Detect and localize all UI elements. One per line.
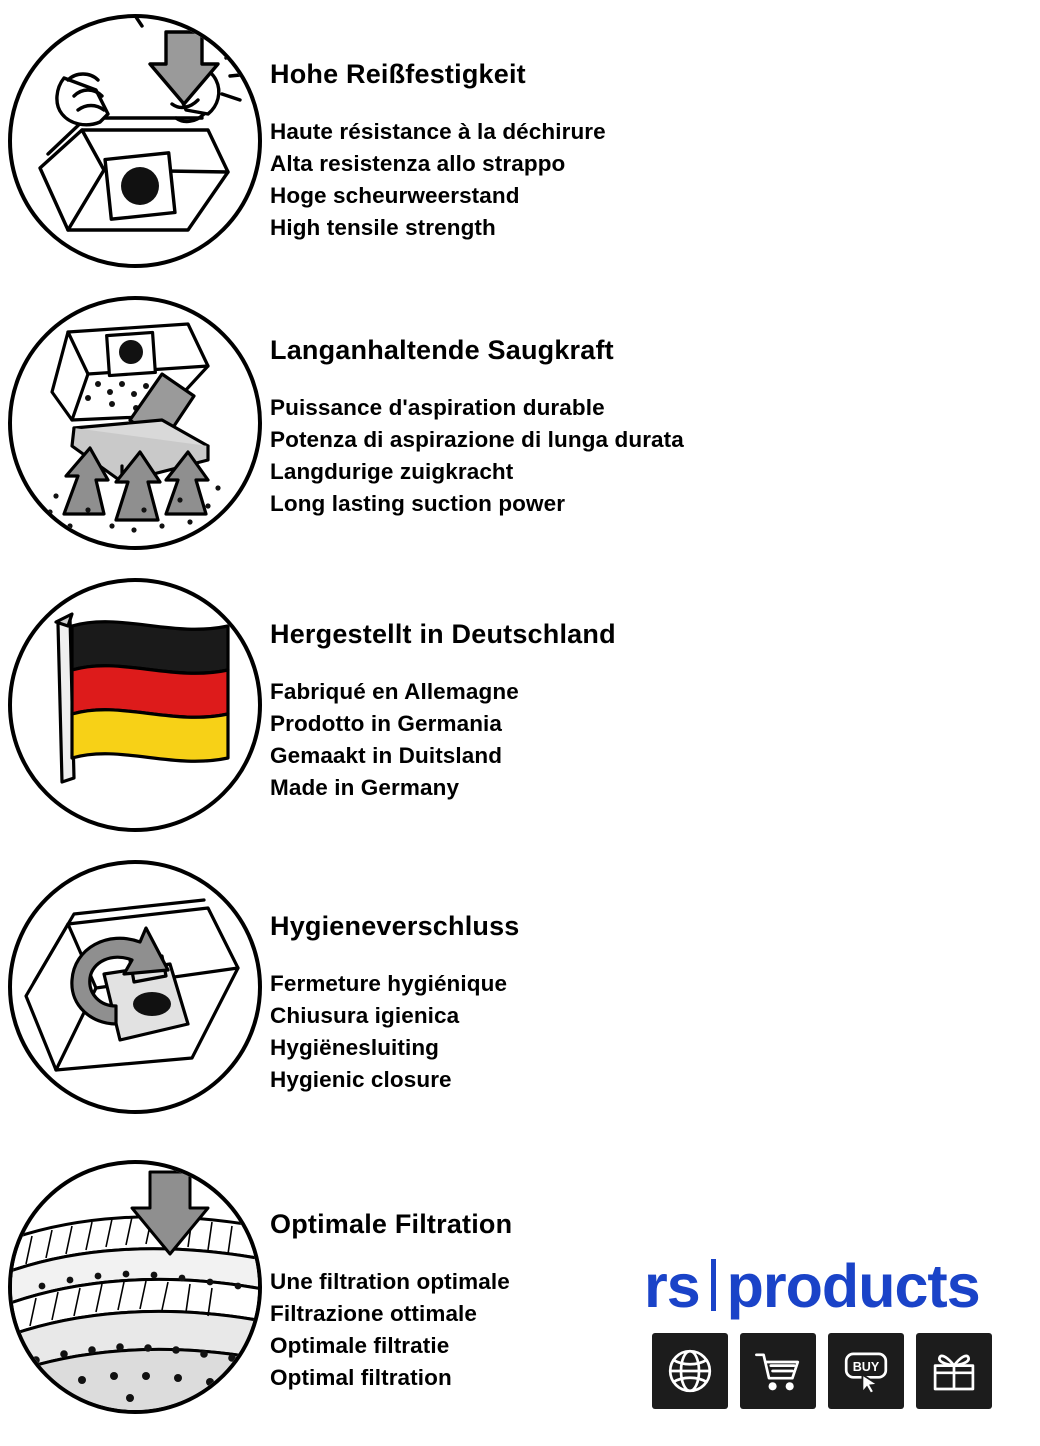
brand-block (644, 1252, 1034, 1409)
feature-icon-wrap (0, 860, 270, 1114)
shopping-cart-icon[interactable] (740, 1333, 816, 1409)
feature-text (270, 296, 1040, 519)
feature-headline: Hohe Reißfestigkeit (270, 59, 526, 89)
feature-row-tensile-strength (0, 14, 1040, 268)
feature-icon-wrap (0, 14, 270, 268)
feature-text (270, 578, 1040, 803)
feature-line-nl: Hoge scheurweerstand (270, 182, 520, 208)
brand-logo (644, 1252, 1034, 1320)
feature-line-fr: Une filtration optimale (270, 1268, 510, 1294)
brand-name-right: products (726, 1252, 980, 1320)
gift-box-icon[interactable] (916, 1333, 992, 1409)
brand-icon-row (652, 1333, 1034, 1409)
feature-row-suction-power (0, 296, 1040, 550)
feature-line-en: Made in Germany (270, 774, 460, 800)
feature-line-nl: Gemaakt in Duitsland (270, 742, 503, 768)
feature-line-it: Chiusura igienica (270, 1002, 460, 1028)
feature-line-en: High tensile strength (270, 214, 496, 240)
hand-tearing-dust-bag-icon (8, 14, 262, 268)
german-flag-icon (8, 578, 262, 832)
feature-row-made-in-germany (0, 578, 1040, 832)
feature-icon-wrap (0, 578, 270, 832)
feature-line-it: Alta resistenza allo strappo (270, 150, 566, 176)
feature-line-it: Potenza di aspirazione di lunga durata (270, 426, 684, 452)
feature-line-it: Filtrazione ottimale (270, 1300, 478, 1326)
feature-line-it: Prodotto in Germania (270, 710, 503, 736)
feature-line-nl: Optimale filtratie (270, 1332, 450, 1358)
feature-headline: Hergestellt in Deutschland (270, 619, 616, 649)
feature-text (270, 860, 1040, 1095)
brand-divider-bar (711, 1259, 716, 1311)
feature-headline: Hygieneverschluss (270, 911, 520, 941)
feature-line-fr: Fermeture hygiénique (270, 970, 508, 996)
feature-line-nl: Langdurige zuigkracht (270, 458, 514, 484)
vacuum-nozzle-suction-icon (8, 296, 262, 550)
globe-icon[interactable] (652, 1333, 728, 1409)
feature-line-fr: Fabriqué en Allemagne (270, 678, 519, 704)
feature-icon-wrap (0, 1160, 270, 1414)
feature-line-en: Optimal filtration (270, 1364, 452, 1390)
feature-icon-wrap (0, 296, 270, 550)
feature-text (270, 14, 1040, 243)
feature-line-fr: Puissance d'aspiration durable (270, 394, 605, 420)
feature-line-en: Long lasting suction power (270, 490, 566, 516)
brand-name-left: rs (644, 1252, 700, 1320)
feature-line-fr: Haute résistance à la déchirure (270, 118, 606, 144)
buy-button-icon[interactable] (828, 1333, 904, 1409)
feature-line-nl: Hygiënesluiting (270, 1034, 440, 1060)
feature-line-en: Hygienic closure (270, 1066, 452, 1092)
hygienic-closure-icon (8, 860, 262, 1114)
feature-headline: Optimale Filtration (270, 1209, 513, 1239)
feature-row-hygienic-closure (0, 860, 1040, 1114)
svg-text:BUY: BUY (852, 1360, 880, 1374)
feature-headline: Langanhaltende Saugkraft (270, 335, 614, 365)
multi-layer-filtration-icon (8, 1160, 262, 1414)
